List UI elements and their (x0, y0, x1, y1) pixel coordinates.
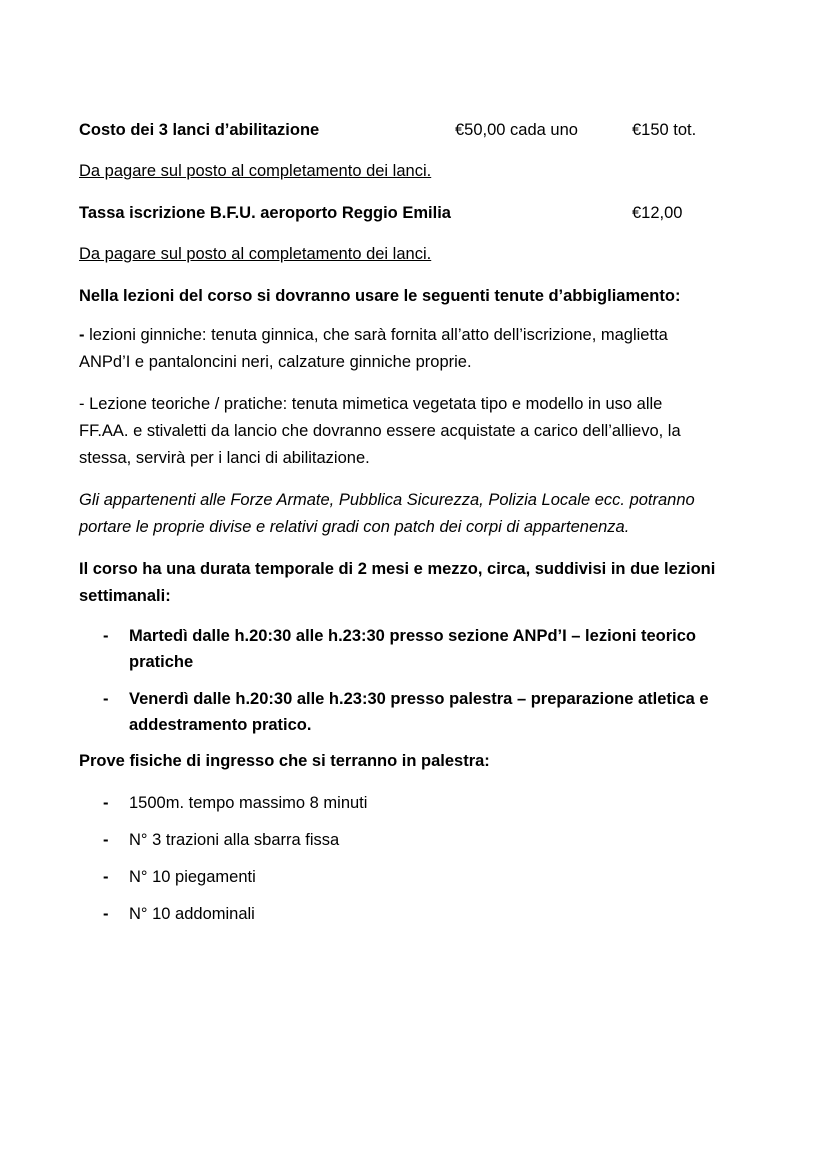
clothing-gym-dash: - (79, 326, 85, 344)
cost-row (79, 120, 739, 140)
tax-row (79, 203, 739, 223)
test-dash: - (103, 868, 109, 886)
tax-label: Tassa iscrizione B.F.U. aeroporto Reggio Emilia (79, 204, 451, 222)
clothing-theory-line2: FF.AA. e stivaletti da lancio che dovranno essere acquistate a carico dell’allievo, la (79, 422, 681, 440)
clothing-gym-line2: ANPd’I e pantaloncini neri, calzature ginniche proprie. (79, 353, 472, 371)
test-dash: - (103, 831, 109, 849)
duration-paragraph (79, 556, 734, 610)
cost-total: €150 tot. (632, 121, 697, 139)
payment-note-1: Da pagare sul posto al completamento dei lanci. (79, 162, 432, 180)
clothing-theory-paragraph (79, 391, 734, 472)
schedule-friday-line1: Venerdì dalle h.20:30 alle h.23:30 presso palestra – preparazione atletica e (129, 690, 709, 708)
test-text: 1500m. tempo massimo 8 minuti (129, 794, 368, 812)
duration-line1: Il corso ha una durata temporale di 2 mesi e mezzo, circa, suddivisi in due lezioni (79, 560, 716, 578)
payment-note-2: Da pagare sul posto al completamento dei lanci. (79, 245, 432, 263)
clothing-theory-line1: - Lezione teoriche / pratiche: tenuta mimetica vegetata tipo e modello in uso alle (79, 395, 663, 413)
test-text: N° 10 addominali (129, 905, 255, 923)
tax-amount: €12,00 (632, 204, 683, 222)
clothing-theory-line3: stessa, servirà per i lanci di abilitazione. (79, 449, 370, 467)
test-text: N° 10 piegamenti (129, 868, 256, 886)
clothing-heading: Nella lezioni del corso si dovranno usare le seguenti tenute d’abbigliamento: (79, 287, 681, 305)
schedule-dash: - (103, 690, 109, 708)
test-dash: - (103, 794, 109, 812)
forces-note-line2: portare le proprie divise e relativi gradi con patch dei corpi di appartenenza. (79, 518, 630, 536)
tests-heading: Prove fisiche di ingresso che si terranno in palestra: (79, 752, 490, 770)
schedule-dash: - (103, 627, 109, 645)
duration-line2: settimanali: (79, 587, 171, 605)
forces-note (79, 487, 734, 541)
test-text: N° 3 trazioni alla sbarra fissa (129, 831, 340, 849)
schedule-tuesday-line1: Martedì dalle h.20:30 alle h.23:30 presso sezione ANPd’I – lezioni teorico (129, 627, 696, 645)
schedule-tuesday-line2: pratiche (129, 653, 194, 671)
schedule-friday-line2: addestramento pratico. (129, 716, 312, 734)
forces-note-line1: Gli appartenenti alle Forze Armate, Pubblica Sicurezza, Polizia Locale ecc. potranno (79, 491, 695, 509)
test-dash: - (103, 905, 109, 923)
cost-per-unit: €50,00 cada uno (455, 121, 578, 139)
cost-label: Costo dei 3 lanci d’abilitazione (79, 121, 320, 139)
clothing-gym-line1: lezioni ginniche: tenuta ginnica, che sarà fornita all’atto dell’iscrizione, maglietta (84, 326, 668, 344)
clothing-gym-paragraph (79, 322, 734, 376)
